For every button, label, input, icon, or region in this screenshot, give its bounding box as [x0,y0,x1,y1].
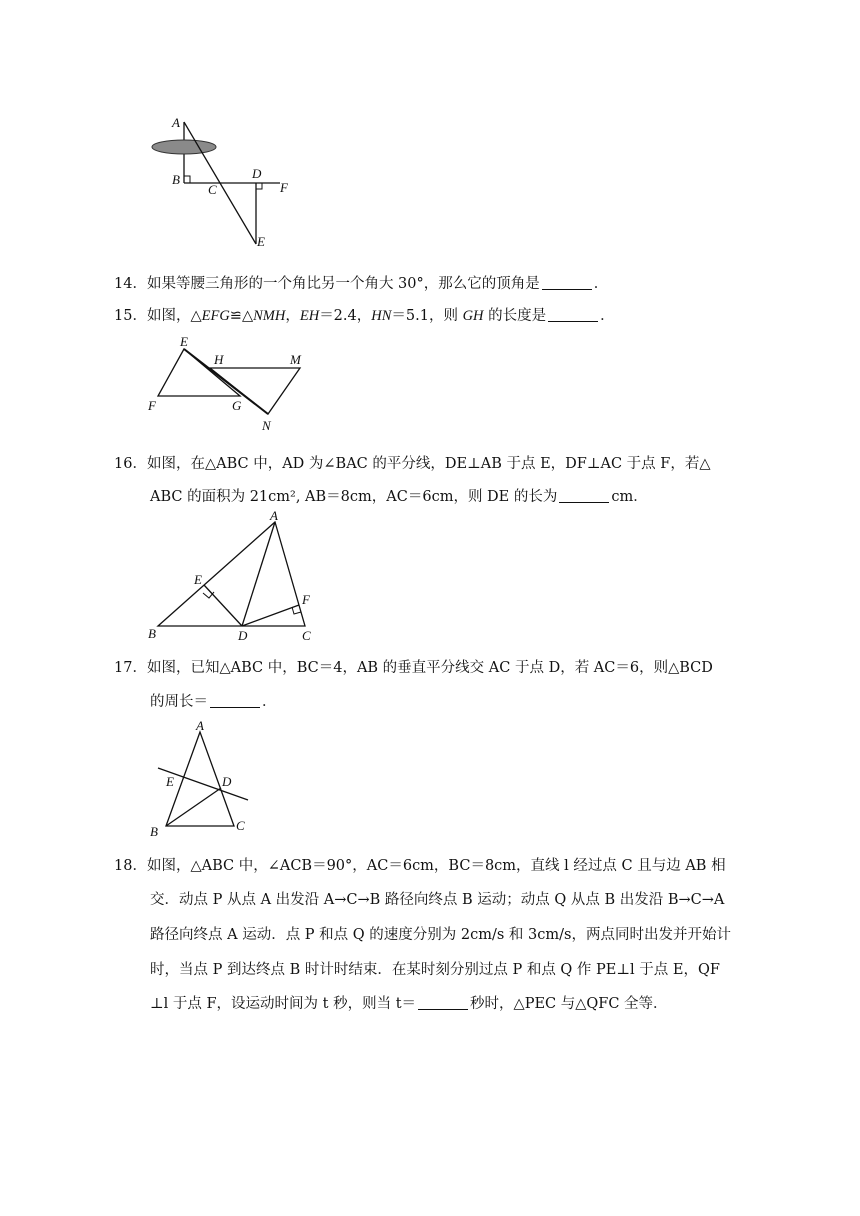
q18-text-2: 交．动点 P 从点 A 出发沿 A→C→B 路径向终点 B 运动；动点 Q 从点 B 出发沿 B→C→A [150,892,725,908]
figure-13 [140,112,310,252]
label-d: D [238,628,248,643]
label-c: C [236,818,245,833]
figure-15 [144,336,314,436]
mirror-ellipse [152,140,216,154]
right-angle-d [256,183,262,189]
question-16-line-1 [114,452,710,473]
q15-eh: EH [299,308,320,324]
q15-text-6: 的长度是 [483,308,547,324]
q15-text-4: ＝2.4， [319,308,372,324]
label-a: A [196,718,204,733]
q15-gh: GH [462,308,484,324]
label-b: B [172,172,180,187]
q16-unit: cm． [611,489,648,505]
q15-efg: EFG [201,308,230,324]
label-f: F [280,180,288,195]
q14-number: 14． [114,276,147,292]
q17-end: ． [262,694,277,710]
triangle-efg [158,349,240,396]
figure-13-svg [140,112,310,252]
question-14 [114,272,608,293]
label-c: C [302,628,311,643]
question-17-line-1 [114,656,713,677]
q17-number: 17． [114,660,147,676]
label-n: N [262,418,271,433]
q15-nmh: NMH [253,308,286,324]
q16-answer-blank[interactable] [559,488,609,503]
q14-answer-blank[interactable] [542,275,592,290]
figure-17 [144,716,264,840]
label-d: D [222,774,232,789]
q17-answer-blank[interactable] [210,693,260,708]
label-f: F [302,592,310,607]
label-c: C [208,182,217,197]
label-f: F [148,398,156,413]
q16-number: 16． [114,456,147,472]
label-a: A [270,508,278,523]
label-b: B [148,626,156,641]
segment-ad [242,522,275,626]
label-g: G [232,398,242,413]
q15-end: ． [600,308,615,324]
segment-df [242,605,299,626]
q15-answer-blank[interactable] [548,307,598,322]
question-18-line-1 [114,854,726,875]
label-e: E [166,774,174,789]
question-17-line-2 [150,690,277,711]
right-angle-b [184,176,190,183]
q18-text-4: 时，当点 P 到达终点 B 时计时结束．在某时刻分别过点 P 和点 Q 作 PE⊥l 于点 E，QF [150,962,720,978]
label-b: B [150,824,158,839]
q18-text-3: 路径向终点 A 运动．点 P 和点 Q 的速度分别为 2cm/s 和 3cm/s，两点同时出发并开始计 [150,927,731,943]
q16-text-1: 如图，在△ABC 中，AD 为∠BAC 的平分线，DE⊥AB 于点 E，DF⊥AC 于点 F，若△ [146,456,711,472]
q14-end: ． [593,276,609,292]
q15-text-5: ＝5.1，则 [391,308,463,324]
segment-de [204,585,242,626]
q17-text-1: 如图，已知△ABC 中，BC＝4，AB 的垂直平分线交 AC 于点 D，若 AC＝6，则△BCD [146,660,713,676]
segment-eg [184,349,268,414]
label-m: M [290,352,301,367]
label-a: A [172,115,180,130]
label-d: D [252,166,262,181]
figure-16-svg [144,510,324,644]
q18-text-1: 如图，△ABC 中，∠ACB＝90°，AC＝6cm，BC＝8cm，直线 l 经过点 C 且与边 AB 相 [146,858,726,874]
figure-17-svg [144,716,264,840]
question-18-line-4 [150,958,720,979]
figure-16 [144,510,324,644]
q18-answer-blank[interactable] [418,995,468,1010]
q15-text-1: 如图，△ [146,308,202,324]
label-h: H [214,352,224,367]
label-e: E [257,234,265,249]
question-18-line-3 [150,923,731,944]
q18-number: 18． [114,858,147,874]
question-16-line-2 [150,485,648,506]
figure-15-svg [144,336,314,436]
right-angle-e [203,592,214,598]
question-18-line-5 [150,992,668,1013]
q18-text-5: ⊥l 于点 F，设运动时间为 t 秒，则当 t＝ [150,996,417,1012]
question-18-line-2 [150,888,724,909]
q14-text: 如果等腰三角形的一个角比另一个角大 30°，那么它的顶角是 [146,276,540,292]
q15-text-3: ， [285,308,300,324]
q17-text-2: 的周长＝ [150,694,208,710]
q15-number: 15． [114,308,147,324]
q15-text-2: ≌△ [229,308,254,324]
label-e: E [194,572,202,587]
question-15 [114,304,615,325]
q16-text-2: ABC 的面积为 21cm², AB＝8cm，AC＝6cm，则 DE 的长为 [150,489,558,505]
segment-bd [166,788,221,826]
triangle-nmh [210,368,300,414]
label-e: E [180,334,188,349]
q15-hn: HN [371,308,392,324]
q18-text-6: 秒时，△PEC 与△QFC 全等． [470,996,668,1012]
